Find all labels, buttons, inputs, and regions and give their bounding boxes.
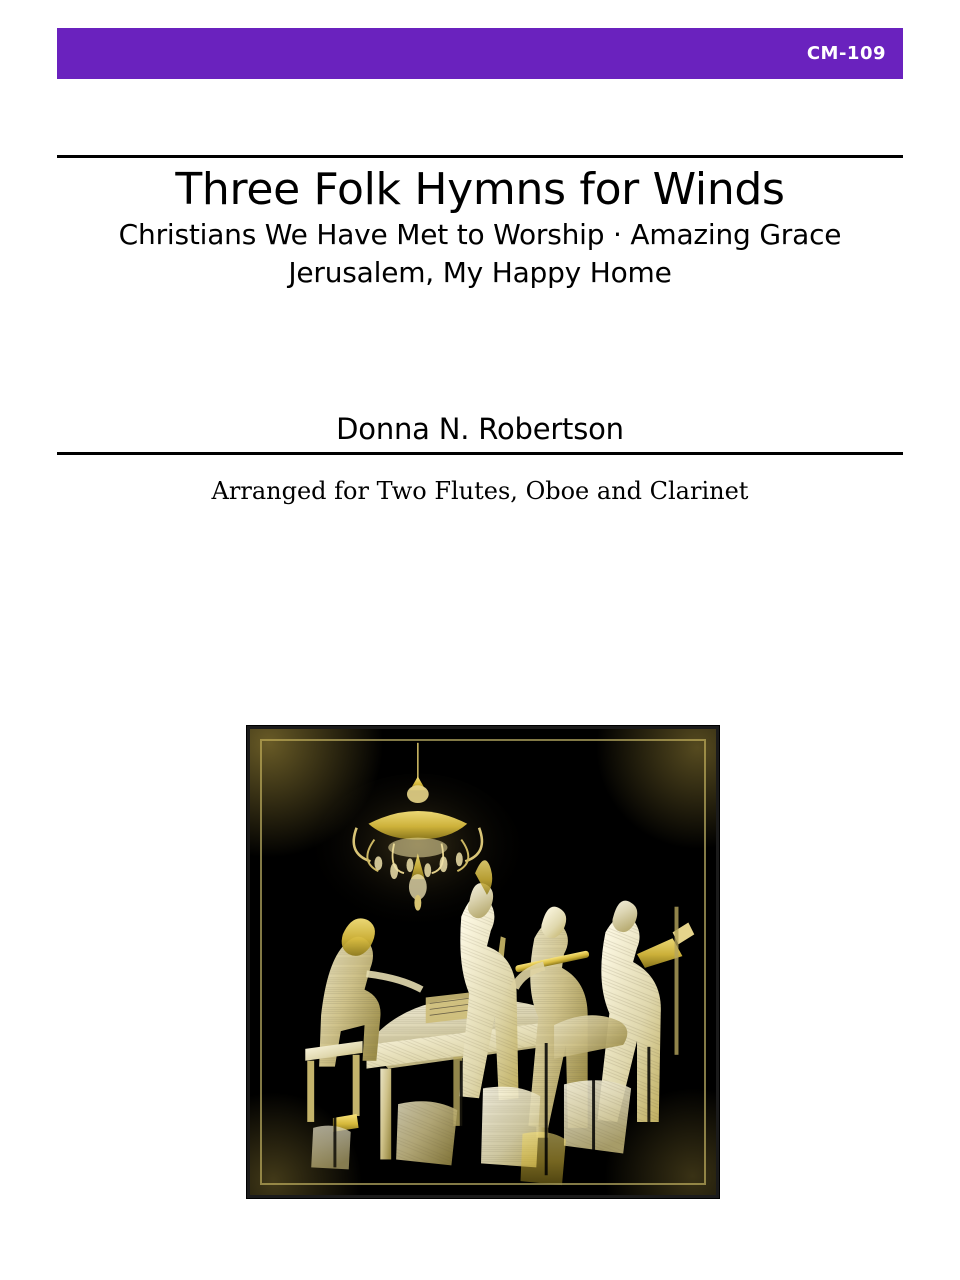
title-block bbox=[57, 155, 903, 291]
composer-bottom-rule bbox=[57, 452, 903, 455]
subtitle-line-1: Christians We Have Met to Worship · Amazing Grace bbox=[118, 217, 842, 251]
cover-artwork bbox=[247, 726, 719, 1198]
title-top-rule bbox=[57, 155, 903, 158]
page-title: Three Folk Hymns for Winds bbox=[175, 164, 785, 215]
catalog-number: CM-109 bbox=[806, 43, 886, 64]
instrumentation-text: Arranged for Two Flutes, Oboe and Clarinet bbox=[211, 477, 749, 505]
composer-name: Donna N. Robertson bbox=[336, 412, 624, 446]
artwork-inner-border bbox=[260, 739, 706, 1185]
catalog-banner bbox=[57, 28, 903, 79]
subtitle-line-2: Jerusalem, My Happy Home bbox=[288, 256, 672, 290]
credits-block bbox=[57, 412, 903, 505]
